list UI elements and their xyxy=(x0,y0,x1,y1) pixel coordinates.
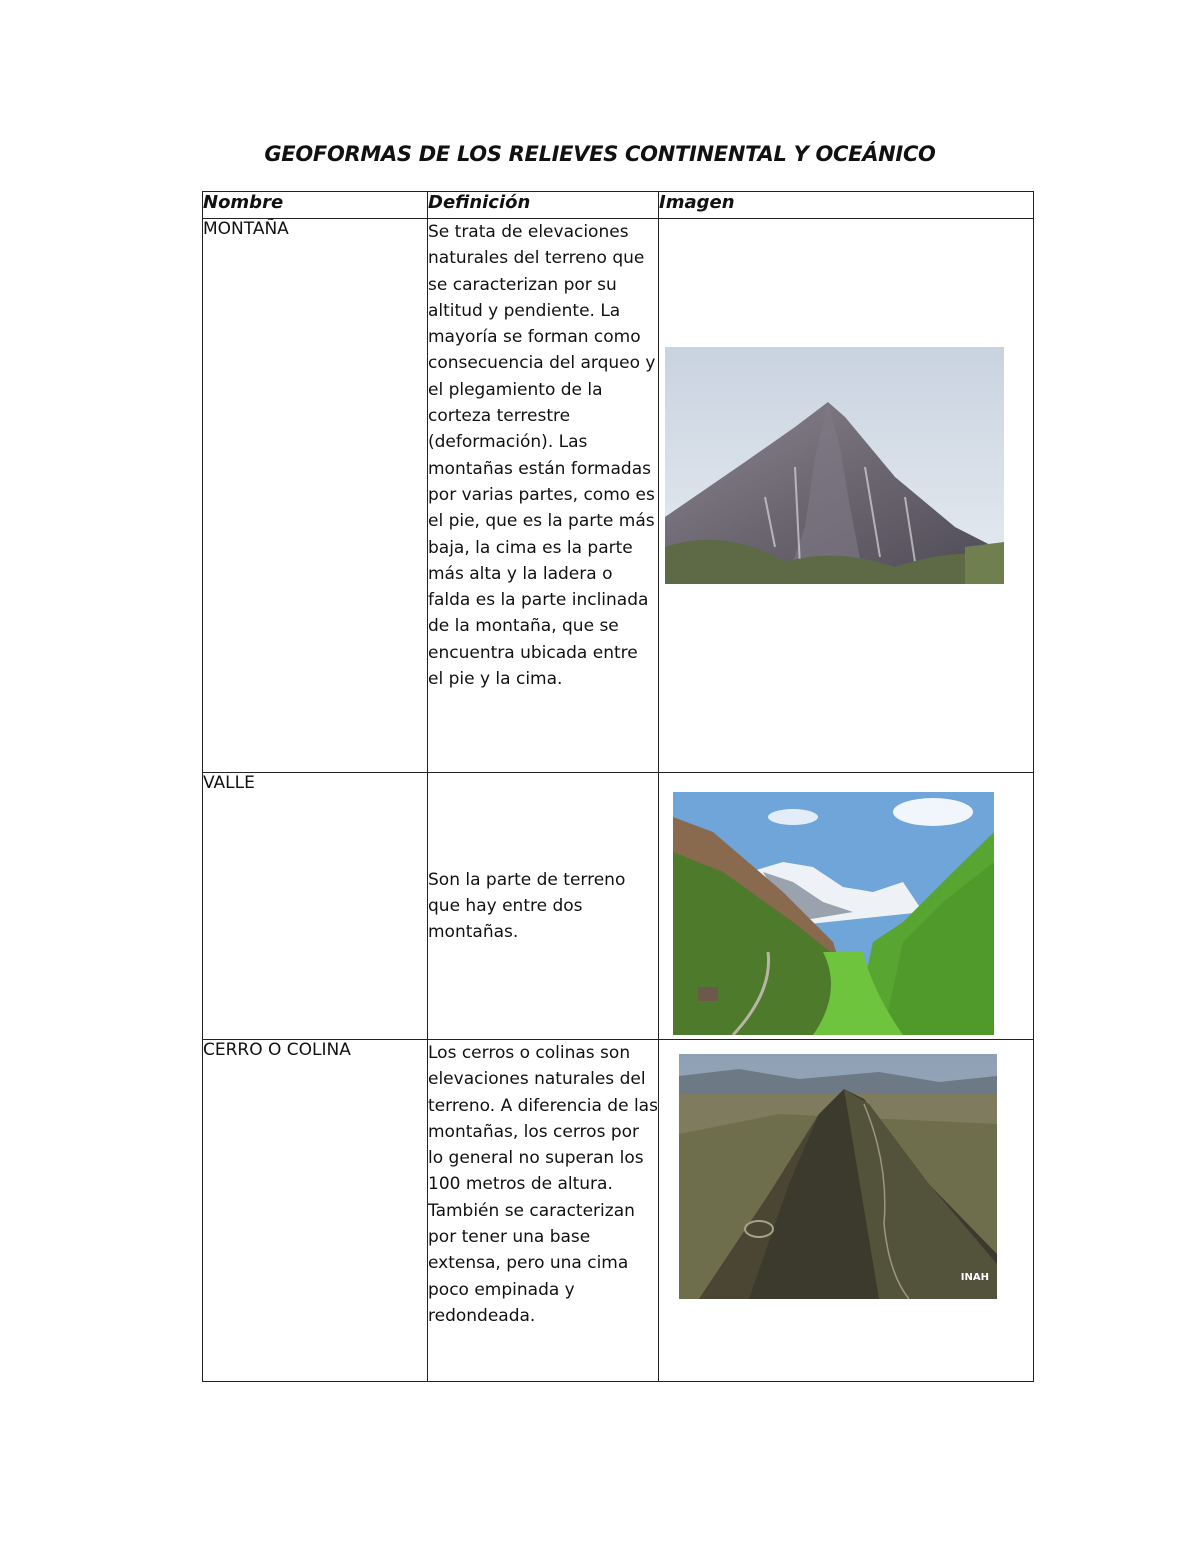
row-definition-cerro: Los cerros o colinas son elevaciones naturales del terreno. A diferencia de las montañas, los cerros por lo general no superan los 100 metros de altura. También se caracterizan por tener una base extensa, pero una cima poco empinada y redondeada. xyxy=(428,1040,659,1382)
header-name: Nombre xyxy=(203,192,428,219)
table-row xyxy=(203,773,1034,1040)
watermark-logo: INAH xyxy=(960,1272,989,1283)
table-row xyxy=(203,219,1034,773)
geoforms-table xyxy=(202,191,1034,1382)
row-definition-valle: Son la parte de terreno que hay entre dos montañas. xyxy=(428,773,659,1040)
page-title: GEOFORMAS DE LOS RELIEVES CONTINENTAL Y OCEÁNICO xyxy=(264,142,936,166)
row-name-valle: VALLE xyxy=(203,773,428,1040)
row-image-cell xyxy=(659,219,1034,773)
row-definition-montana: Se trata de elevaciones naturales del terreno que se caracterizan por su altitud y pendiente. La mayoría se forman como consecuencia del arqueo y el plegamiento de la corteza terrestre (deformación). Las montañas están formadas por varias partes, como es el pie, que es la parte más baja, la cima es la parte más alta y la ladera o falda es la parte inclinada de la montaña, que se encuentra ubicada entre el pie y la cima. xyxy=(428,219,659,773)
table-row xyxy=(203,1040,1034,1382)
header-image: Imagen xyxy=(659,192,1034,219)
hill-photo xyxy=(679,1054,997,1299)
row-name-montana: MONTAÑA xyxy=(203,219,428,773)
mountain-photo xyxy=(665,347,1004,584)
row-image-cell xyxy=(659,1040,1034,1382)
table-header-row xyxy=(203,192,1034,219)
row-name-cerro: CERRO O COLINA xyxy=(203,1040,428,1382)
valley-photo xyxy=(673,792,994,1035)
header-definition: Definición xyxy=(428,192,659,219)
row-image-cell xyxy=(659,773,1034,1040)
